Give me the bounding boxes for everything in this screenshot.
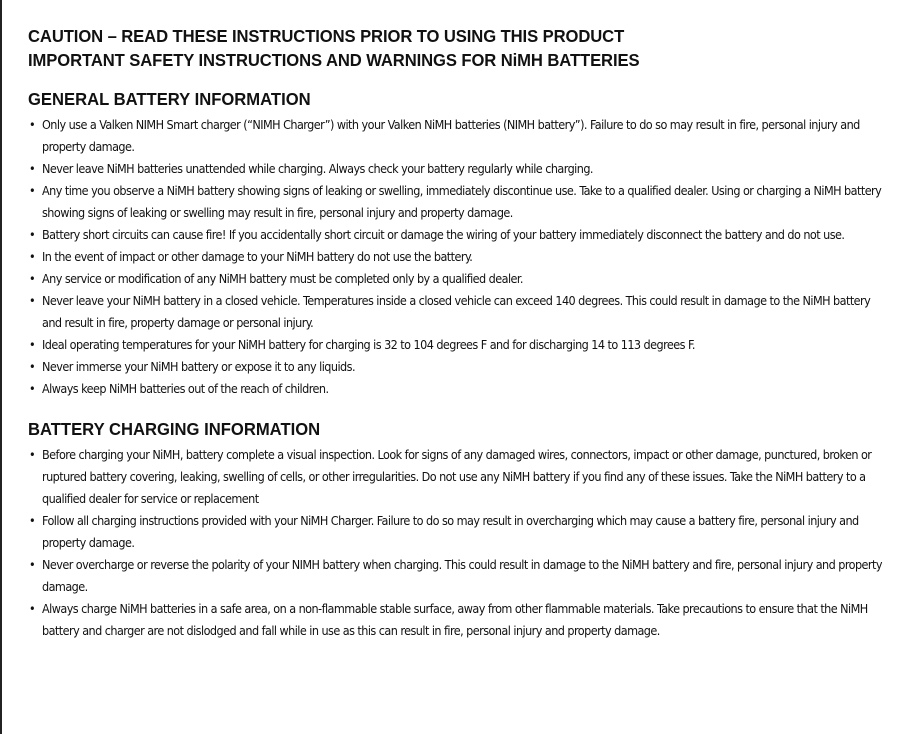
list-item: • Never leave your NiMH battery in a closed vehicle. Temperatures inside a closed vehicle can exceed 140 degrees. This could result in damage to the NiMH battery and result in fire, property damage or personal injury. [28, 290, 888, 334]
list-item: • Only use a Valken NIMH Smart charger (“NIMH Charger”) with your Valken NiMH batteries (NIMH battery”). Failure to do so may result in fire, personal injury and property damage. [28, 114, 888, 158]
list-item: • Ideal operating temperatures for your NiMH battery for charging is 32 to 104 degrees F and for discharging 14 to 113 degrees F. [28, 334, 888, 356]
general-battery-list [28, 114, 888, 400]
list-item: • Any time you observe a NiMH battery showing signs of leaking or swelling, immediately discontinue use. Take to a qualified dealer. Using or charging a NiMH battery showing signs of leaking or swelling may result in fire, personal injury and property damage. [28, 180, 888, 224]
instructions-document [28, 24, 888, 642]
caution-title: CAUTION – READ THESE INSTRUCTIONS PRIOR TO USING THIS PRODUCT [28, 26, 625, 46]
list-item: • Never immerse your NiMH battery or expose it to any liquids. [28, 356, 888, 378]
battery-charging-heading: BATTERY CHARGING INFORMATION [28, 419, 321, 439]
general-battery-section [28, 88, 888, 400]
safety-title: IMPORTANT SAFETY INSTRUCTIONS AND WARNINGS FOR NiMH BATTERIES [28, 50, 640, 70]
list-item: • Before charging your NiMH, battery complete a visual inspection. Look for signs of any damaged wires, connectors, impact or other damage, punctured, broken or ruptured battery covering, leaking, swelling of cells, or other irregularities. Do not use any NiMH battery if you find any of these issues. Take the NiMH battery to a qualified dealer for service or replacement [28, 444, 888, 510]
battery-charging-list [28, 444, 888, 642]
general-battery-heading: GENERAL BATTERY INFORMATION [28, 89, 311, 109]
list-item: • Never overcharge or reverse the polarity of your NIMH battery when charging. This could result in damage to the NiMH battery and fire, personal injury and property damage. [28, 554, 888, 598]
list-item: • Any service or modification of any NiMH battery must be completed only by a qualified dealer. [28, 268, 888, 290]
list-item: • Always charge NiMH batteries in a safe area, on a non-flammable stable surface, away from other flammable materials. Take precautions to ensure that the NiMH battery and charger are not dislodged and fall while in use as this can result in fire, personal injury and property damage. [28, 598, 888, 642]
page-edge-rule [0, 0, 2, 734]
list-item: • Battery short circuits can cause fire! If you accidentally short circuit or damage the wiring of your battery immediately disconnect the battery and do not use. [28, 224, 888, 246]
list-item: • In the event of impact or other damage to your NiMH battery do not use the battery. [28, 246, 888, 268]
list-item: • Follow all charging instructions provided with your NiMH Charger. Failure to do so may result in overcharging which may cause a battery fire, personal injury and property damage. [28, 510, 888, 554]
list-item: • Never leave NiMH batteries unattended while charging. Always check your battery regularly while charging. [28, 158, 888, 180]
battery-charging-section [28, 418, 888, 642]
list-item: • Always keep NiMH batteries out of the reach of children. [28, 378, 888, 400]
